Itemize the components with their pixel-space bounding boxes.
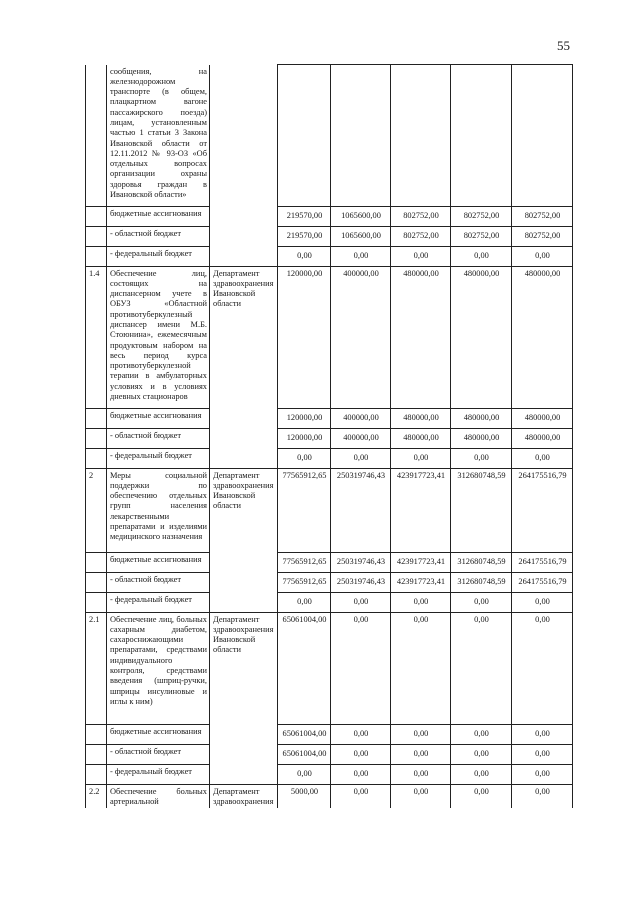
value-cell: 0,00: [278, 448, 331, 468]
table-row: [86, 468, 573, 552]
value-cell: 0,00: [331, 724, 391, 744]
value-cell: 0,00: [512, 592, 573, 612]
item-description: Обеспечение больных артериальной: [107, 784, 210, 808]
table-row: [86, 592, 573, 612]
value-2016: [391, 65, 451, 207]
table-row: [86, 206, 573, 226]
value-cell: 480000,00: [391, 408, 451, 428]
value-cell: 264175516,79: [512, 468, 573, 552]
value-cell: 0,00: [331, 246, 391, 266]
table-row: [86, 784, 573, 808]
item-number: 1.4: [86, 266, 107, 408]
row-label: - федеральный бюджет: [107, 592, 210, 612]
value-cell: 65061004,00: [278, 724, 331, 744]
value-cell: 0,00: [512, 448, 573, 468]
value-cell: 77565912,65: [278, 468, 331, 552]
value-cell: 250319746,43: [331, 468, 391, 552]
row-label: - областной бюджет: [107, 744, 210, 764]
value-cell: 312680748,59: [451, 468, 512, 552]
row-label: бюджетные ассигнования: [107, 206, 210, 226]
value-cell: 0,00: [278, 246, 331, 266]
row-label: бюджетные ассигнования: [107, 724, 210, 744]
value-cell: 120000,00: [278, 428, 331, 448]
table-row: [86, 266, 573, 408]
table-row: [86, 226, 573, 246]
value-cell: 0,00: [451, 246, 512, 266]
value-cell: 0,00: [512, 724, 573, 744]
value-cell: 0,00: [512, 612, 573, 724]
value-cell: 423917723,41: [391, 572, 451, 592]
value-cell: 264175516,79: [512, 572, 573, 592]
value-cell: 0,00: [391, 724, 451, 744]
table-row: [86, 65, 573, 207]
executor-cell: [210, 65, 278, 267]
row-label: - федеральный бюджет: [107, 764, 210, 784]
row-label: - федеральный бюджет: [107, 448, 210, 468]
table-row: [86, 552, 573, 572]
value-cell: 0,00: [391, 744, 451, 764]
value-cell: 802752,00: [451, 206, 512, 226]
value-cell: 0,00: [512, 784, 573, 808]
value-cell: 0,00: [278, 764, 331, 784]
value-cell: 0,00: [331, 744, 391, 764]
value-cell: 120000,00: [278, 408, 331, 428]
value-cell: 250319746,43: [331, 552, 391, 572]
row-label: - федеральный бюджет: [107, 246, 210, 266]
item-executor: Департамент здравоохранения: [210, 784, 278, 808]
table-row: [86, 572, 573, 592]
value-cell: 480000,00: [451, 266, 512, 408]
value-cell: 0,00: [512, 246, 573, 266]
value-cell: 264175516,79: [512, 552, 573, 572]
value-cell: 400000,00: [331, 408, 391, 428]
value-2018: [512, 65, 573, 207]
value-cell: 250319746,43: [331, 572, 391, 592]
value-cell: 0,00: [391, 612, 451, 724]
value-cell: 1065600,00: [331, 206, 391, 226]
item-description: Меры социальной поддержки по обеспечению отдельных групп населения лекарственными препаратами и изделиями медицинского назначения: [107, 468, 210, 552]
value-cell: 312680748,59: [451, 572, 512, 592]
value-cell: 802752,00: [391, 206, 451, 226]
page-number: 55: [557, 38, 570, 53]
table-row: [86, 428, 573, 448]
row-label: - областной бюджет: [107, 572, 210, 592]
value-cell: 423917723,41: [391, 552, 451, 572]
item-number: 2: [86, 468, 107, 552]
value-cell: 77565912,65: [278, 552, 331, 572]
value-cell: 65061004,00: [278, 612, 331, 724]
value-cell: 219570,00: [278, 206, 331, 226]
value-cell: 400000,00: [331, 266, 391, 408]
item-executor: Департамент здравоохранения Ивановской области: [210, 612, 278, 784]
value-cell: 480000,00: [391, 428, 451, 448]
value-cell: 0,00: [391, 592, 451, 612]
item-executor: Департамент здравоохранения Ивановской области: [210, 266, 278, 468]
value-cell: 0,00: [512, 744, 573, 764]
value-cell: 0,00: [451, 724, 512, 744]
value-cell: 0,00: [451, 592, 512, 612]
value-cell: 65061004,00: [278, 744, 331, 764]
value-cell: 219570,00: [278, 226, 331, 246]
value-cell: 0,00: [451, 448, 512, 468]
value-cell: 423917723,41: [391, 468, 451, 552]
value-cell: 400000,00: [331, 428, 391, 448]
value-2014: [278, 65, 331, 207]
table-row: [86, 612, 573, 724]
value-cell: 0,00: [331, 448, 391, 468]
table-row: [86, 764, 573, 784]
value-cell: 0,00: [451, 784, 512, 808]
value-cell: 0,00: [512, 764, 573, 784]
value-cell: 0,00: [391, 448, 451, 468]
value-2015: [331, 65, 391, 207]
row-label: - областной бюджет: [107, 226, 210, 246]
value-cell: 1065600,00: [331, 226, 391, 246]
value-cell: 0,00: [331, 612, 391, 724]
value-cell: 0,00: [391, 246, 451, 266]
value-cell: 802752,00: [512, 206, 573, 226]
item-description: Обеспечение лиц, состоящих на диспансерном учете в ОБУЗ «Областной противотуберкулезный диспансер имени М.Б. Стоюнина», ежемесячным продуктовым набором на весь период курса противотуберкулезной терапии в амбулаторных условиях и в условиях дневных стационаров: [107, 266, 210, 408]
table-row: [86, 744, 573, 764]
item-number: [86, 65, 107, 207]
item-number: 2.2: [86, 784, 107, 808]
value-cell: 480000,00: [391, 266, 451, 408]
value-cell: 802752,00: [512, 226, 573, 246]
row-label: бюджетные ассигнования: [107, 552, 210, 572]
table-row: [86, 448, 573, 468]
item-number: 2.1: [86, 612, 107, 724]
value-cell: 802752,00: [391, 226, 451, 246]
value-cell: 0,00: [331, 764, 391, 784]
value-cell: 0,00: [451, 764, 512, 784]
table-row: [86, 246, 573, 266]
value-cell: 0,00: [278, 592, 331, 612]
table-row: [86, 724, 573, 744]
value-cell: 480000,00: [512, 428, 573, 448]
value-2017: [451, 65, 512, 207]
value-cell: 0,00: [451, 612, 512, 724]
table-row: [86, 408, 573, 428]
value-cell: 77565912,65: [278, 572, 331, 592]
value-cell: 5000,00: [278, 784, 331, 808]
value-cell: 802752,00: [451, 226, 512, 246]
value-cell: 0,00: [391, 764, 451, 784]
value-cell: 0,00: [331, 592, 391, 612]
value-cell: 312680748,59: [451, 552, 512, 572]
value-cell: 480000,00: [451, 408, 512, 428]
item-description: сообщения, на железнодорожном транспорте (в общем, плацкартном вагоне пассажирского поезда) лицам, установленным частью 1 статьи 3 Закона Ивановской области от 12.11.2012 № 93-ОЗ «Об отдельных вопросах организации охраны здоровья граждан в Ивановской области»: [107, 65, 210, 207]
value-cell: 480000,00: [451, 428, 512, 448]
item-description: Обеспечение лиц, больных сахарным диабетом, сахароснижающими препаратами, средствами индивидуального контроля, средствами введения (шприц-ручки, шприцы инсулиновые и иглы к ним): [107, 612, 210, 724]
value-cell: 480000,00: [512, 266, 573, 408]
row-label: - областной бюджет: [107, 428, 210, 448]
value-cell: 0,00: [391, 784, 451, 808]
value-cell: 120000,00: [278, 266, 331, 408]
budget-table: [85, 64, 573, 808]
item-executor: Департамент здравоохранения Ивановской области: [210, 468, 278, 612]
value-cell: 0,00: [451, 744, 512, 764]
value-cell: 480000,00: [512, 408, 573, 428]
row-label: бюджетные ассигнования: [107, 408, 210, 428]
value-cell: 0,00: [331, 784, 391, 808]
